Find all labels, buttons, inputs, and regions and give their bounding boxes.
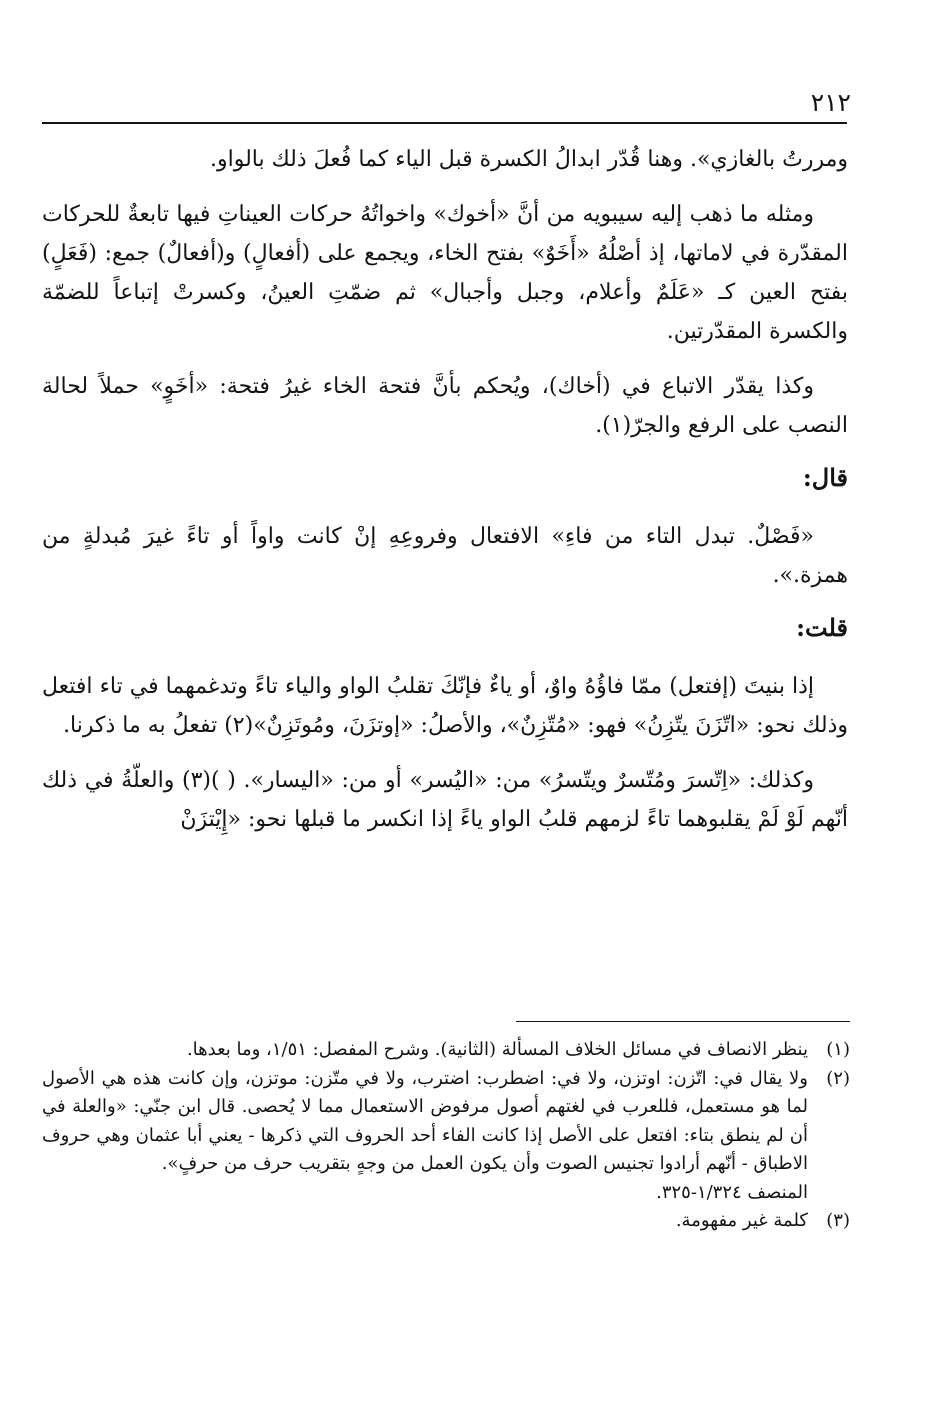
section-heading-qal: قال: — [802, 463, 848, 492]
footnote — [42, 1036, 850, 1065]
paragraph: وكذلك: «اِتّسرَ ومُتّسرٌ ويتّسرُ» من: «اليُسر» أو من: «اليسار». ( )(٣) والعلّةُ في ذلك أنّهم لَوْ لَمْ يقلبوهما تاءً لزمهم قلبُ الواو ياءً إذا انكسر ما قبلها نحو: «إِيْتزَنْ — [42, 768, 848, 832]
footnote-text: كلمة غير مفهومة. — [675, 1210, 808, 1231]
main-text — [42, 140, 848, 855]
footnote-number: (٢) — [826, 1067, 850, 1089]
footnotes — [42, 1036, 850, 1236]
footnote-number: (١) — [826, 1039, 850, 1060]
page-number: ٢١٢ — [810, 88, 851, 117]
footnote-separator — [516, 1021, 850, 1022]
paragraph: وكذا يقدّر الاتباع في (أخاك)، ويُحكم بأنَّ فتحة الخاء غيرُ فتحة: «أخَوٍ» حملاً لحالة النصب على الرفع والجرّ(١). — [42, 374, 848, 438]
footnote — [42, 1207, 850, 1236]
footnote-number: (٣) — [826, 1210, 850, 1231]
header-rule — [42, 122, 847, 124]
paragraph: ومثله ما ذهب إليه سيبويه من أنَّ «أخوك» واخواتُهُ حركات العيناتِ فيها تابعةٌ للحركات المقدّرة في لاماتها، إذ أصْلُهُ «أَخَوٌ» بفتح الخاء، ويجمع على (أفعالٍ) و(أفعالٌ) جمع: (فَعَلٍ) بفتح العين كـ «عَلَمٌ وأعلام، وجبل وأجبال» ثم ضمّتِ العينُ، وكسرتْ إتباعاً للضمّة والكسرة المقدّرتين. — [42, 202, 848, 344]
footnote-text: ولا يقال في: اتّزن: اوتزن، ولا في: اضطرب: اضترب، ولا في متّزن: موتزن، وإن كانت هذه هي الأصول لما هو مستعمل، فللعرب في لغتهم أصول مرفوض الاستعمال مما لا يُحصى. قال ابن جنّي: «والعلة في أن لم ينطق بتاء: افتعل على الأصل إذا كانت الفاء أحد الحروف التي ذكرها - يعني أبا عثمان وهي حروف الاطباق - أنّهم أرادوا تجنيس الصوت وأن يكون العمل من وجهٍ بتقريب حرف من حرفٍ». — [42, 1067, 808, 1174]
footnote-text: ينظر الانصاف في مسائل الخلاف المسألة (الثانية). وشرح المفصل: ١/٥١، وما بعدها. — [186, 1039, 808, 1060]
paragraph: إذا بنيتَ (إفتعل) ممّا فاؤُهُ واوٌ، أو ياءٌ فإنّكَ تقلبُ الواو والياء تاءً وتدغمهما في تاء افتعل وذلك نحو: «اتّزَنَ يتّزِنُ» فهو: «مُتّزِنٌ»، والأصلُ: «إوتزَنَ، ومُوتَزِنٌ»(٢) تفعلُ به ما ذكرنا. — [42, 674, 848, 738]
footnote — [42, 1065, 850, 1208]
quoted-paragraph: «فَصْلٌ. تبدل التاء من فاءِ» الافتعال وفروعِهِ إنْ كانت واواً أو تاءً غيرَ مُبدلةٍ من همزة.». — [42, 524, 848, 588]
footnote-text: المنصف ١/٣٢٤-٣٢٥. — [656, 1181, 808, 1203]
section-heading-qult: قلت: — [796, 613, 848, 642]
paragraph: ومررتُ بالغازي». وهنا قُدّر ابدالُ الكسرة قبل الياء كما فُعلَ ذلك بالواو. — [209, 147, 848, 172]
